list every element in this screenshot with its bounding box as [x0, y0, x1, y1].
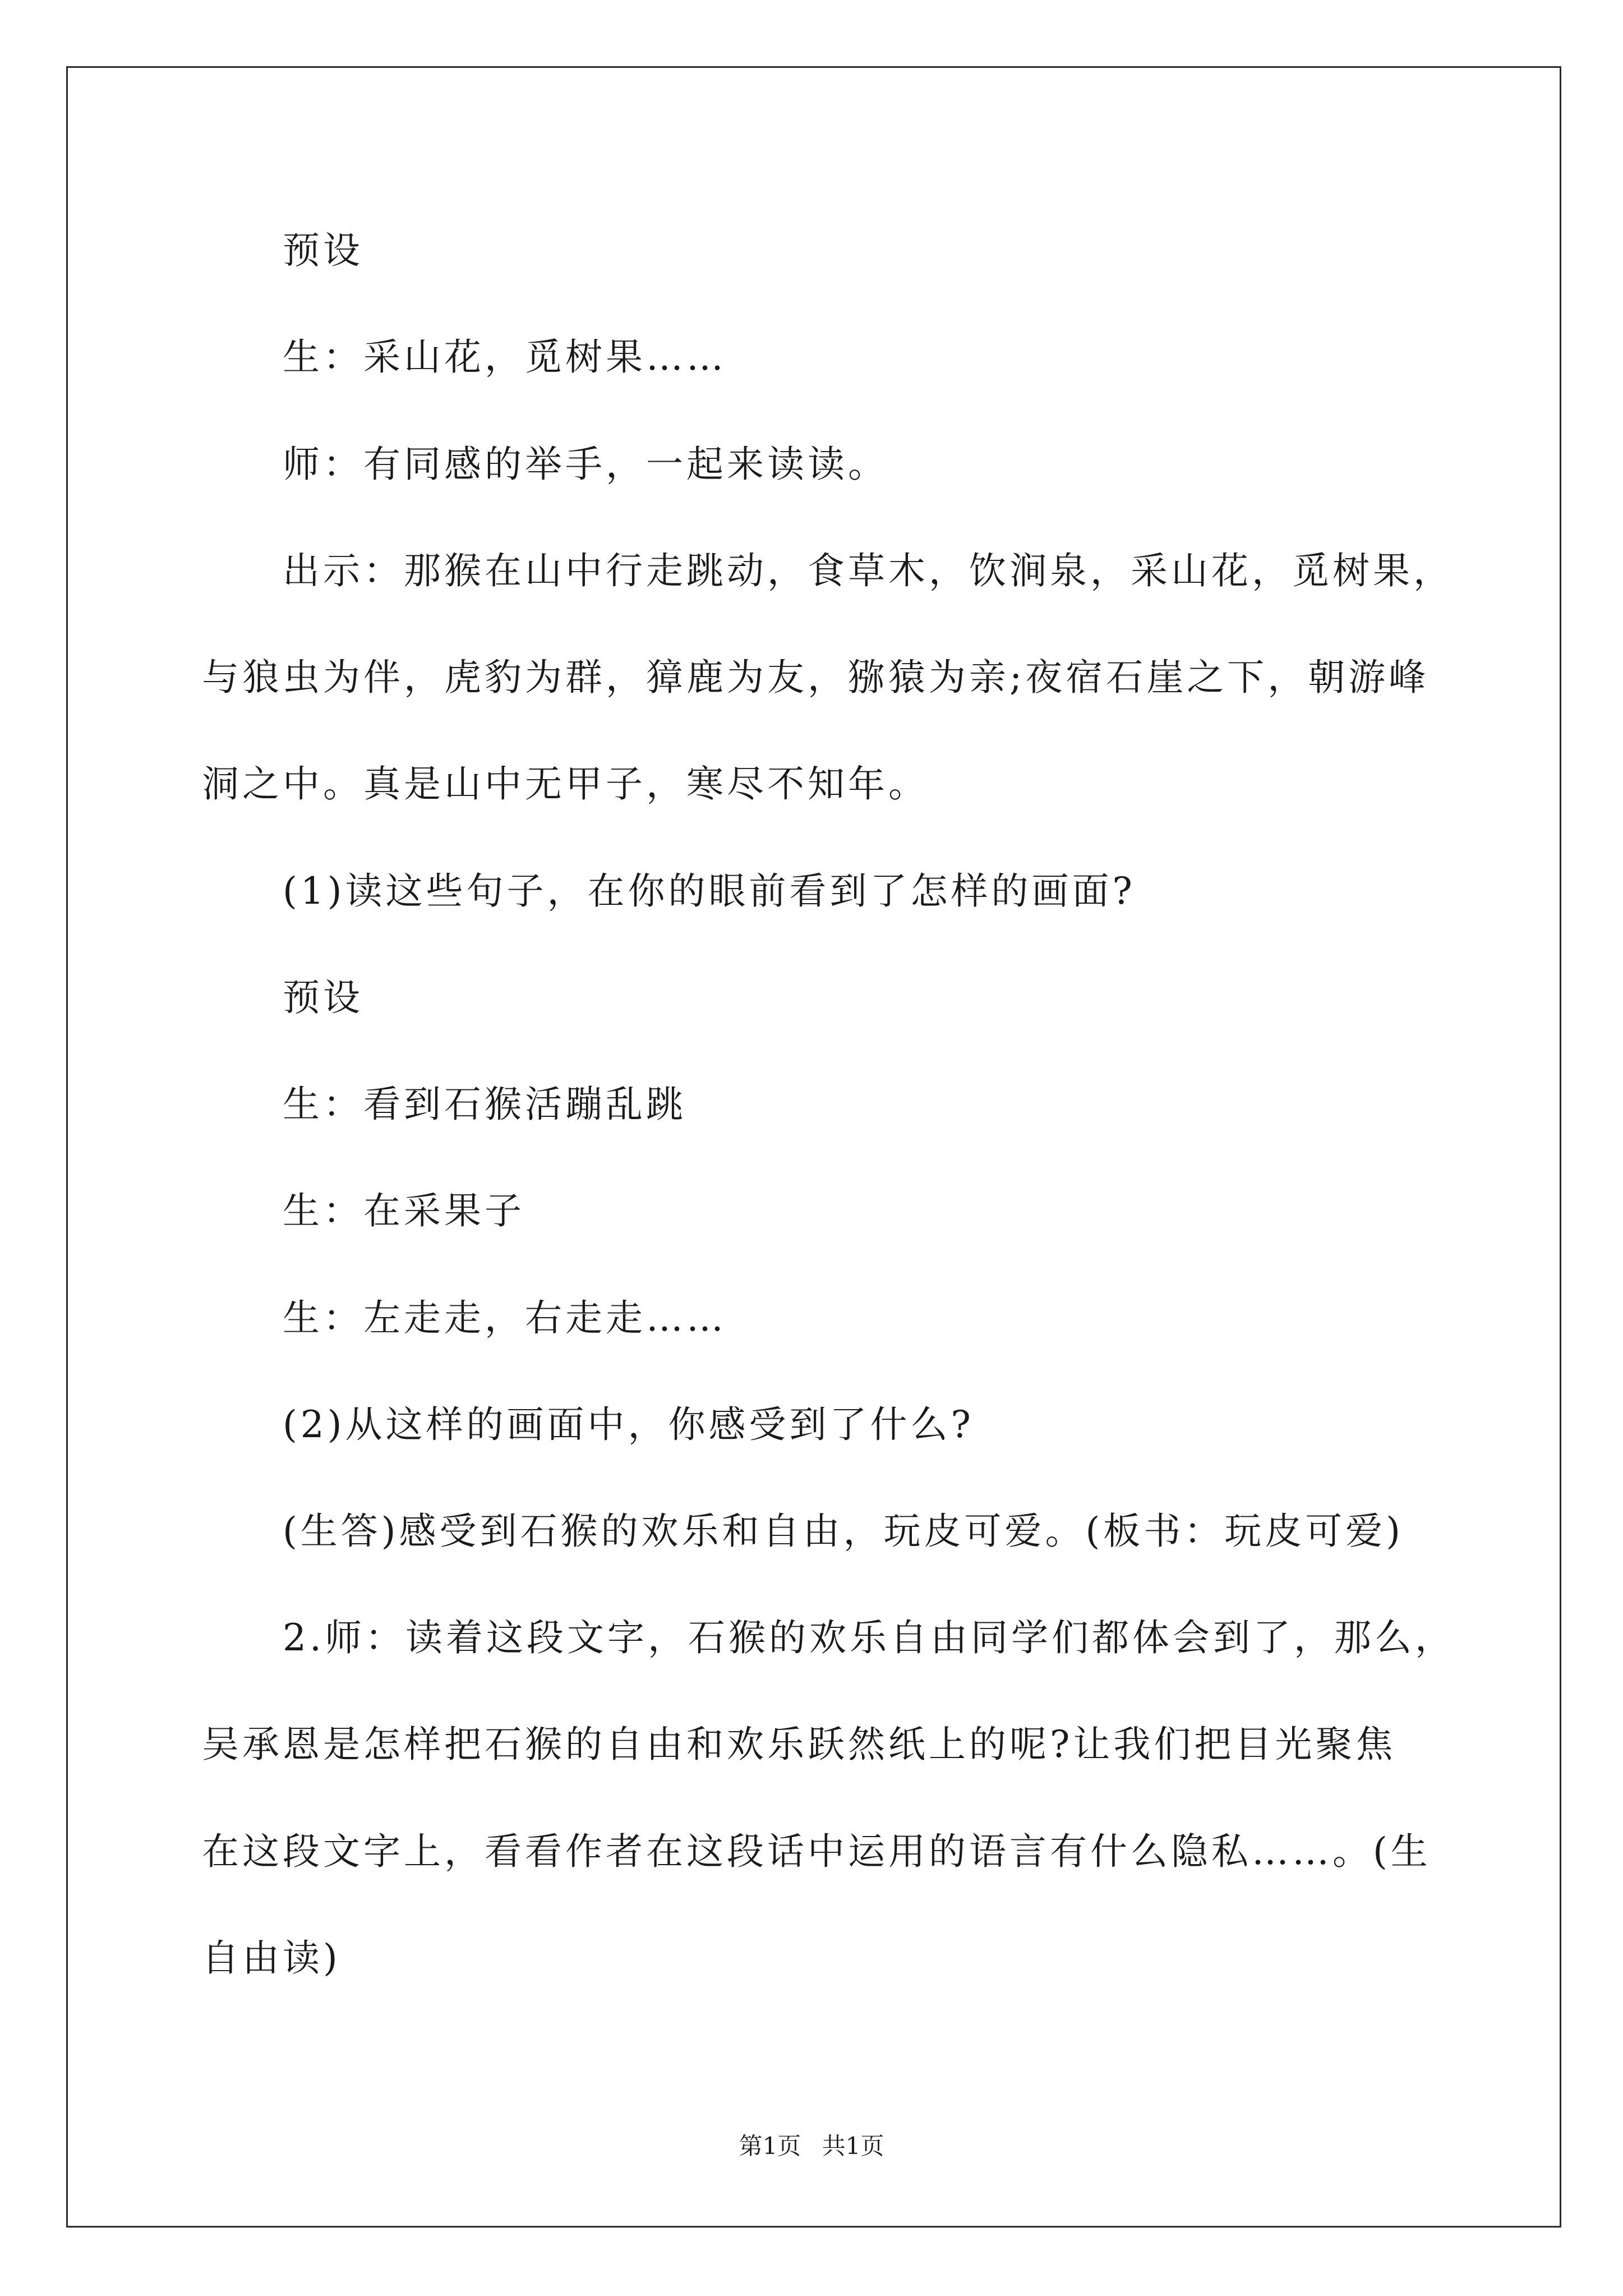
paragraph-line: (生答)感受到石猴的欢乐和自由，玩皮可爱。(板书：玩皮可爱) [283, 1510, 1404, 1553]
paragraph-line: 出示：那猴在山中行走跳动，食草木，饮涧泉，采山花，觅树果， [283, 549, 1454, 592]
paragraph-line: 2.师：读着这段文字，石猴的欢乐自由同学们都体会到了，那么， [283, 1616, 1455, 1659]
paragraph-line: 生：看到石猴活蹦乱跳 [283, 1083, 686, 1126]
paragraph-line: 生：采山花，觅树果…… [283, 335, 727, 379]
paragraph-line: 预设 [283, 976, 363, 1019]
paragraph-line: 洞之中。真是山中无甲子，寒尽不知年。 [202, 762, 929, 806]
page-footer [0, 2134, 1623, 2158]
paragraph-line: 生：左走走，右走走…… [283, 1296, 727, 1340]
paragraph-line: 生：在采果子 [283, 1189, 525, 1232]
page-total: 共1页 [822, 2132, 884, 2160]
page-number: 第1页 [739, 2132, 801, 2160]
paragraph-line: 与狼虫为伴，虎豹为群，獐鹿为友，猕猿为亲;夜宿石崖之下，朝游峰 [202, 656, 1430, 699]
paragraph-line: 预设 [283, 229, 363, 272]
paragraph-line: 师：有同感的举手，一起来读读。 [283, 443, 888, 486]
paragraph-line: (2)从这样的画面中，你感受到了什么? [283, 1403, 974, 1446]
paragraph-line: 在这段文字上，看看作者在这段话中运用的语言有什么隐私……。(生 [202, 1830, 1431, 1873]
paragraph-line: 吴承恩是怎样把石猴的自由和欢乐跃然纸上的呢?让我们把目光聚焦 [202, 1723, 1396, 1766]
paragraph-line: 自由读) [202, 1936, 341, 1980]
page-border [66, 66, 1561, 2228]
paragraph-line: (1)读这些句子，在你的眼前看到了怎样的画面? [283, 869, 1136, 913]
